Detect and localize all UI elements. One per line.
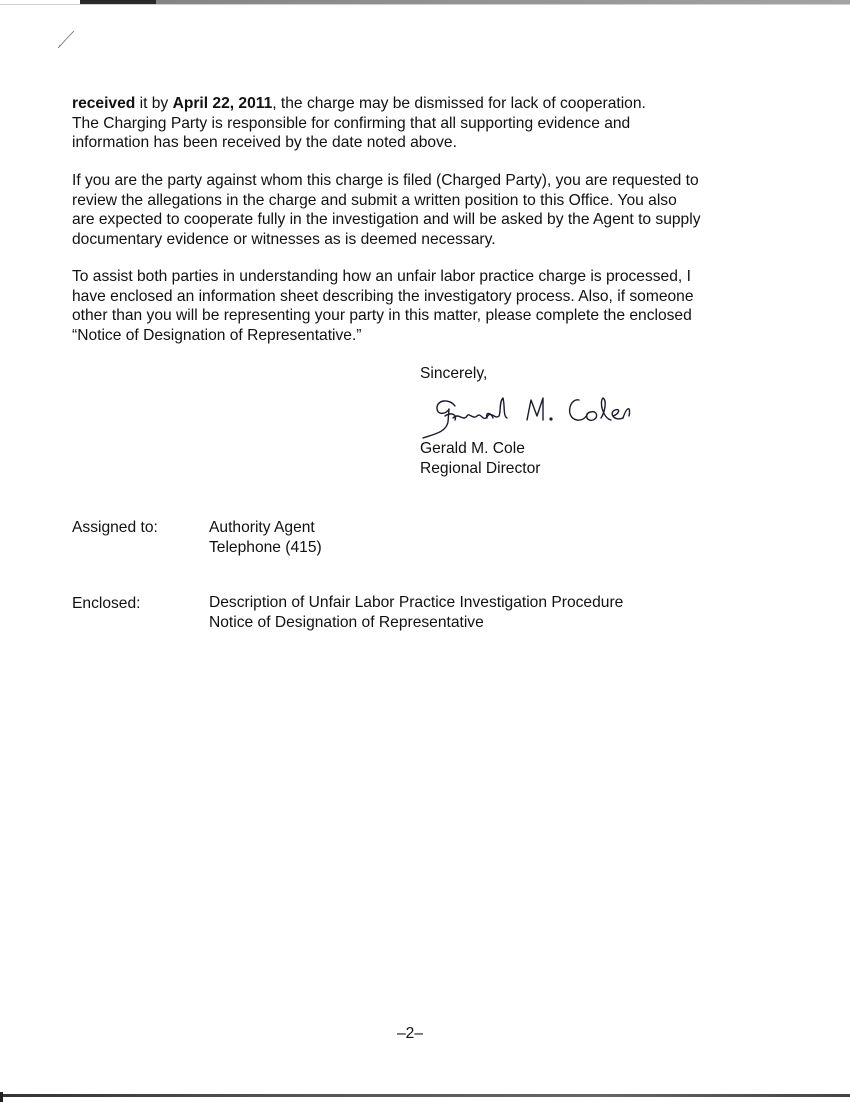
enclosed-list xyxy=(209,593,623,632)
paragraph-line: are expected to cooperate fully in the investigation and will be asked by the Agent to supply xyxy=(72,211,701,228)
paragraph-cooperation xyxy=(72,94,792,153)
scan-edge-bottom xyxy=(0,1094,850,1097)
paragraph-line: The Charging Party is responsible for confirming that all supporting evidence and xyxy=(72,114,631,132)
bold-received: received xyxy=(72,95,136,112)
signer-block xyxy=(420,439,540,478)
handwritten-signature xyxy=(415,392,665,442)
paragraph-charged-party xyxy=(72,171,792,249)
paragraph-line: “Notice of Designation of Representative.” xyxy=(72,326,362,344)
closing-salutation: Sincerely, xyxy=(420,365,488,382)
assigned-to-value xyxy=(209,518,322,557)
signer-name: Gerald M. Cole xyxy=(420,440,525,457)
signer-title: Regional Director xyxy=(420,459,541,477)
assigned-telephone: Telephone (415) xyxy=(209,538,322,556)
paragraph-line: other than you will be representing your party in this matter, please complete the enclosed xyxy=(72,307,692,324)
assigned-to-label: Assigned to: xyxy=(72,519,158,536)
paragraph-line: have enclosed an information sheet describing the investigatory process. Also, if someone xyxy=(72,287,694,305)
paragraph-line: To assist both parties in understanding how an unfair labor practice charge is processed, I xyxy=(72,268,691,285)
paragraph-line: documentary evidence or witnesses as is deemed necessary. xyxy=(72,230,496,248)
paragraph-line: information has been received by the date noted above. xyxy=(72,134,457,151)
assigned-agent: Authority Agent xyxy=(209,519,315,536)
paragraph-line xyxy=(72,94,792,114)
scan-edge-mark xyxy=(0,1092,3,1102)
enclosure-item: Notice of Designation of Representative xyxy=(209,613,484,631)
stray-pen-mark xyxy=(56,28,78,50)
scan-edge-top-line xyxy=(0,4,850,5)
page-number: –2– xyxy=(396,1025,424,1042)
enclosed-label: Enclosed: xyxy=(72,595,141,612)
paragraph-line: If you are the party against whom this charge is filed (Charged Party), you are requested to xyxy=(72,172,699,189)
bold-deadline-date: April 22, 2011 xyxy=(172,95,273,112)
paragraph-information-sheet xyxy=(72,267,792,345)
paragraph-line: review the allegations in the charge and submit a written position to this Office. You also xyxy=(72,191,677,209)
inline-text: it by xyxy=(135,95,173,112)
inline-text: , the charge may be dismissed for lack of cooperation. xyxy=(272,95,646,112)
enclosure-item: Description of Unfair Labor Practice Investigation Procedure xyxy=(209,594,624,611)
